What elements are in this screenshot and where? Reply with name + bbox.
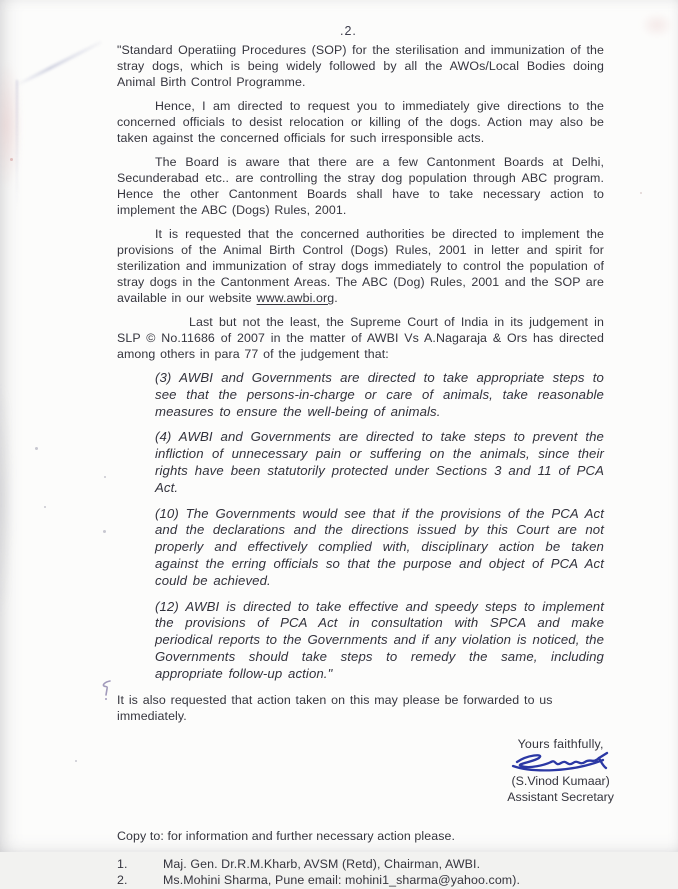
scan-smudge (640, 12, 674, 38)
copy-to-heading: Copy to: for information and further necessary action please. (117, 828, 456, 843)
signature-row (117, 736, 614, 805)
handwritten-tick-mark (98, 678, 114, 704)
scan-speck (10, 158, 13, 161)
signatory-name: (S.Vinod Kumaar) (511, 773, 610, 788)
scan-smudge (0, 60, 22, 190)
scan-crease (15, 41, 102, 87)
paragraph-supreme-court: Last but not the least, the Supreme Court of India in its judgement in SLP © No.11686 of 2007 in the matter of AWBI Vs A.Nagaraja & Ors has directed among others in para 77 of the judgement that: (117, 315, 604, 361)
scan-speck (75, 760, 77, 762)
signature-block (507, 736, 614, 805)
quote-judgement-10: (10) The Governments would see that if the provisions of the PCA Act and the declarations and the directions issued by this Court are not properly and effectively complied with, disciplinary action be taken against the erring officials so that the purpose and object of PCA Act could be achieved. (155, 505, 604, 588)
quote-judgement-3: (3) AWBI and Governments are directed to take appropriate steps to see that the persons-in-charge or care of animals, take reasonable measures to ensure the well-being of animals. (155, 370, 604, 419)
quote-judgement-4: (4) AWBI and Governments are directed to take steps to prevent the infliction of unnecessary pain or suffering on the animals, since their rights have been statutorily protected under Sections 3 and 11 of PCA Act. (155, 429, 604, 495)
closing-request: It is also requested that action taken on this may please be forwarded to us immediately. (117, 692, 553, 723)
cc-item (117, 856, 604, 873)
cc-item-number: 2. (117, 873, 128, 888)
scan-smudge (0, 380, 14, 620)
scan-speck (104, 476, 106, 478)
cc-item (117, 872, 604, 889)
signatory-title: Assistant Secretary (507, 789, 614, 804)
cc-item-text: Maj. Gen. Dr.R.M.Kharb, AVSM (Retd), Chairman, AWBI. (163, 856, 481, 871)
salutation: Yours faithfully, (517, 736, 604, 751)
awbi-website-link: www.awbi.org (256, 291, 335, 305)
quote-judgement-12: (12) AWBI is directed to take effective and speedy steps to implement the provisions of PCA Act in consultation with SPCA and make periodical reports to the Governments and if any violation is noticed, the Governments should take steps to remedy the same, including appropriate follow-up action." (155, 598, 604, 681)
paragraph-abc-implementation (117, 226, 604, 306)
page-number: .2. (340, 24, 357, 38)
cc-list (117, 856, 604, 889)
scan-speck (640, 192, 642, 194)
paragraph-cantonment-boards: The Board is aware that there are a few Cantonment Boards at Delhi, Secunderabad etc.. are controlling the stray dog population through ABC program. Hence the other Cantonment Boards shall have to take necessary action to implement the ABC (Dogs) Rules, 2001. (117, 155, 604, 217)
paragraph-sop: "Standard Operatiing Procedures (SOP) for the sterilisation and immunization of the stray dogs, which is being widely followed by all the AWOs/Local Bodies doing Animal Birth Control Programme. (117, 43, 604, 89)
letter-body (117, 42, 614, 889)
paragraph-directions: Hence, I am directed to request you to immediately give directions to the concerned officials to desist relocation or killing of the dogs. Action may also be taken against the concerned officials for such irresponsible acts. (117, 99, 604, 145)
scan-speck (35, 447, 38, 450)
paragraph-abc-period: . (334, 291, 338, 305)
cc-item-number: 1. (117, 856, 128, 871)
scan-speck (103, 530, 106, 533)
cc-item-text: Ms.Mohini Sharma, Pune email: mohini1_sharma@yahoo.com). (163, 873, 521, 888)
paragraph-abc-text: It is requested that the concerned authorities be directed to implement the provisions of the Animal Birth Control (Dogs) Rules, 2001 in letter and spirit for sterilization and immunization of stray dogs immediately to control the population of stray dogs in the Cantonment Areas. The ABC (Dog) Rules, 2001 and the SOP are available in our website (117, 227, 604, 305)
scan-speck (44, 506, 46, 508)
